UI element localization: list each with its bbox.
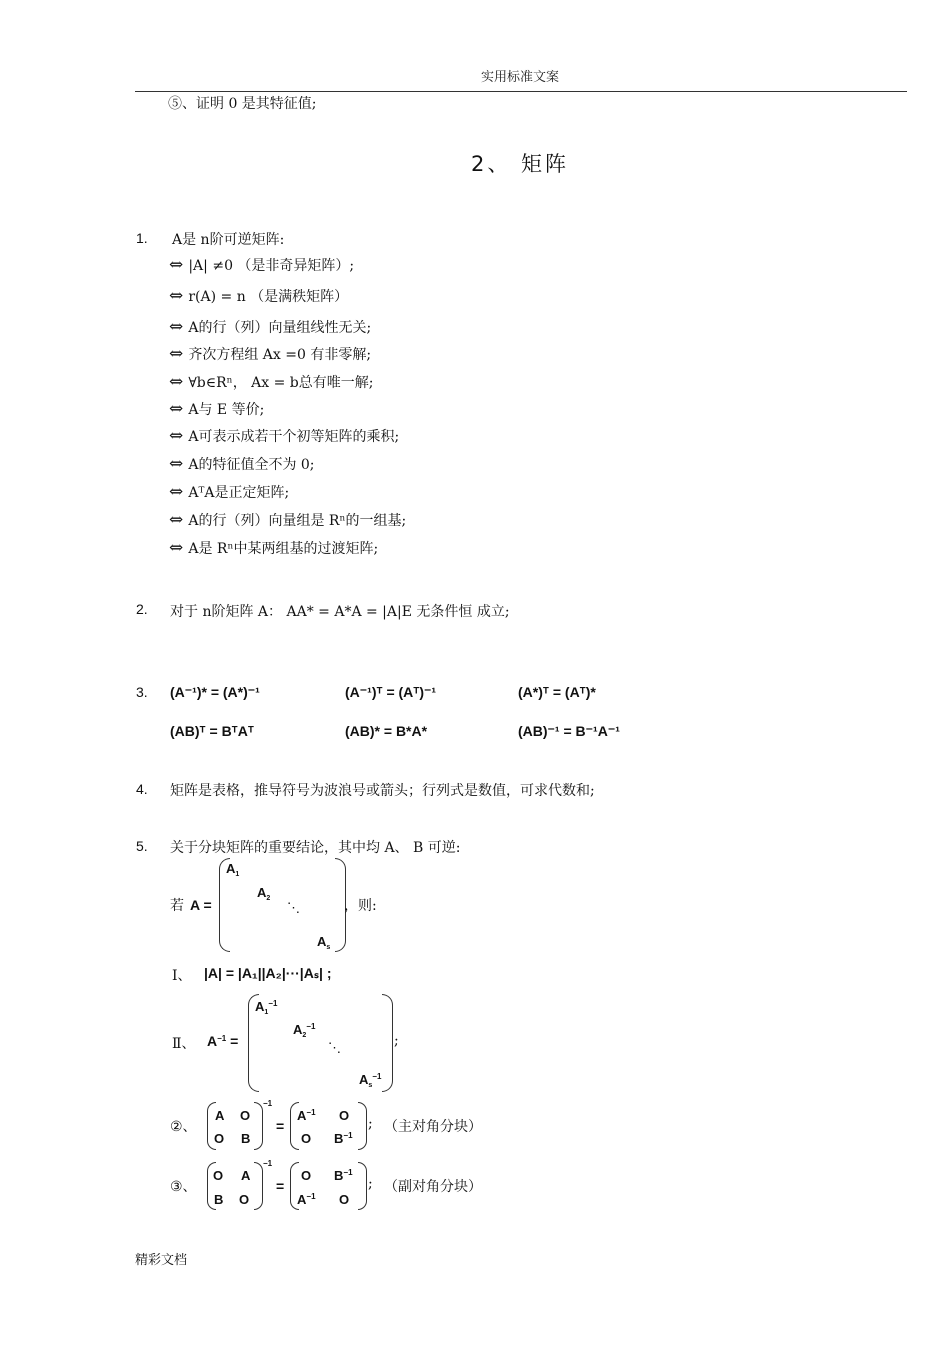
equiv-line: A的特征值全不为 0; <box>188 457 315 473</box>
matrix-name: A = <box>190 897 212 913</box>
item1-number: 1. <box>136 230 148 246</box>
circled-two: ②、 <box>170 1119 197 1135</box>
section-title: 2、 矩阵 <box>470 152 570 176</box>
right-paren <box>254 1102 263 1150</box>
cell-b: B <box>214 1192 224 1207</box>
then-label: ，则: <box>344 898 377 914</box>
ddots: ⋱ <box>287 900 300 915</box>
cell-o: O <box>301 1131 312 1146</box>
right-paren <box>254 1162 263 1210</box>
cell-a: A <box>215 1108 225 1123</box>
header-rule <box>135 91 907 92</box>
right-paren <box>358 1162 367 1210</box>
equiv-line: A的行（列）向量组线性无关; <box>188 320 372 336</box>
block-a1-inv: $A_1^{-1}$ <box>255 999 278 1016</box>
item4-text: 矩阵是表格，推导符号为波浪号或箭头；行列式是数值，可求代数和; <box>170 783 595 799</box>
inverse-exp: −1 <box>263 1159 273 1168</box>
equals: = <box>276 1178 285 1194</box>
item1-intro: A是 n阶可逆矩阵: <box>172 232 285 248</box>
equals: = <box>276 1118 285 1134</box>
iff-icon: ⇔ <box>169 344 184 364</box>
equiv-line: |A| ≠0 （是非奇异矩阵）; <box>188 258 355 274</box>
item2-text: 对于 n阶矩阵 A： AA* = A*A = |A|E 无条件恒 成立; <box>170 604 510 620</box>
formula-inverse-adjoint: (A⁻¹)* = (A*)⁻¹ <box>170 684 260 700</box>
right-paren <box>358 1102 367 1150</box>
cell-b-inv: $B^{-1}$ <box>334 1168 353 1183</box>
iff-icon: ⇔ <box>169 255 184 275</box>
semicolon: ; <box>368 1176 373 1192</box>
note-main-diagonal: （主对角分块） <box>384 1119 482 1135</box>
formula-inverse-transpose: (A⁻¹)ᵀ = (Aᵀ)⁻¹ <box>345 684 437 700</box>
cell-a: A <box>241 1168 251 1183</box>
iff-icon: ⇔ <box>169 538 184 558</box>
item3-number: 3. <box>136 684 148 700</box>
formula-product-inverse: (AB)⁻¹ = B⁻¹A⁻¹ <box>518 723 620 739</box>
iff-icon: ⇔ <box>169 317 184 337</box>
formula-adjoint-transpose: (A*)ᵀ = (Aᵀ)* <box>518 684 596 700</box>
note-anti-diagonal: （副对角分块） <box>384 1179 482 1195</box>
cell-o: O <box>339 1108 350 1123</box>
equiv-line: A与 E 等价; <box>188 402 265 418</box>
roman-two: Ⅱ、 <box>172 1036 196 1052</box>
page-header: 实用标准文案 <box>480 70 559 85</box>
semicolon: ; <box>394 1033 399 1049</box>
block-as-inv: $A_s^{-1}$ <box>359 1072 382 1089</box>
cell-a-inv: $A^{-1}$ <box>297 1192 316 1207</box>
equiv-line: r(A) = n （是满秩矩阵） <box>188 289 349 305</box>
iff-icon: ⇔ <box>169 286 184 306</box>
iff-icon: ⇔ <box>169 454 184 474</box>
item5-intro: 关于分块矩阵的重要结论，其中均 A、 B 可逆: <box>170 840 461 856</box>
inverse-exp: −1 <box>263 1099 273 1108</box>
block-a2: $A_2$ <box>257 885 271 902</box>
item2-number: 2. <box>136 601 148 617</box>
equiv-line: AᵀA是正定矩阵; <box>188 485 290 501</box>
det-formula: |A| = |A₁||A₂|···|Aₛ| ; <box>204 965 332 981</box>
equiv-line: A是 Rⁿ中某两组基的过渡矩阵; <box>188 541 379 557</box>
inverse-name: $A^{-1}$ = <box>207 1033 239 1049</box>
iff-icon: ⇔ <box>169 399 184 419</box>
cell-o: O <box>239 1192 250 1207</box>
item5-number: 5. <box>136 838 148 854</box>
cell-b: B <box>241 1131 251 1146</box>
iff-icon: ⇔ <box>169 510 184 530</box>
block-a2-inv: $A_2^{-1}$ <box>293 1022 316 1039</box>
equiv-line: ∀b∈Rⁿ， Ax = b总有唯一解; <box>188 375 374 391</box>
roman-one: Ⅰ、 <box>172 968 192 984</box>
equiv-line: A可表示成若干个初等矩阵的乘积; <box>188 429 400 445</box>
block-a1: $A_1$ <box>226 861 240 878</box>
cell-o: O <box>214 1131 225 1146</box>
iff-icon: ⇔ <box>169 426 184 446</box>
cell-o: O <box>301 1168 312 1183</box>
cell-a-inv: $A^{-1}$ <box>297 1108 316 1123</box>
formula-product-adjoint: (AB)* = B*A* <box>345 723 428 739</box>
page-footer: 精彩文档 <box>135 1253 188 1268</box>
equiv-line: 齐次方程组 Ax =0 有非零解; <box>188 347 372 363</box>
cell-b-inv: $B^{-1}$ <box>334 1131 353 1146</box>
cell-o: O <box>339 1192 350 1207</box>
iff-icon: ⇔ <box>169 372 184 392</box>
cell-o: O <box>240 1108 251 1123</box>
iff-icon: ⇔ <box>169 482 184 502</box>
semicolon: ; <box>368 1116 373 1132</box>
formula-product-transpose: (AB)ᵀ = BᵀAᵀ <box>170 723 254 739</box>
top-item: ⑤、证明 0 是其特征值; <box>168 96 317 112</box>
equiv-line: A的行（列）向量组是 Rⁿ的一组基; <box>188 513 407 529</box>
item4-number: 4. <box>136 781 148 797</box>
right-paren <box>382 994 393 1092</box>
circled-three: ③、 <box>170 1179 197 1195</box>
ddots: ⋱ <box>328 1040 341 1055</box>
if-label: 若 <box>170 898 184 914</box>
block-as: $A_s$ <box>317 934 331 951</box>
cell-o: O <box>213 1168 224 1183</box>
